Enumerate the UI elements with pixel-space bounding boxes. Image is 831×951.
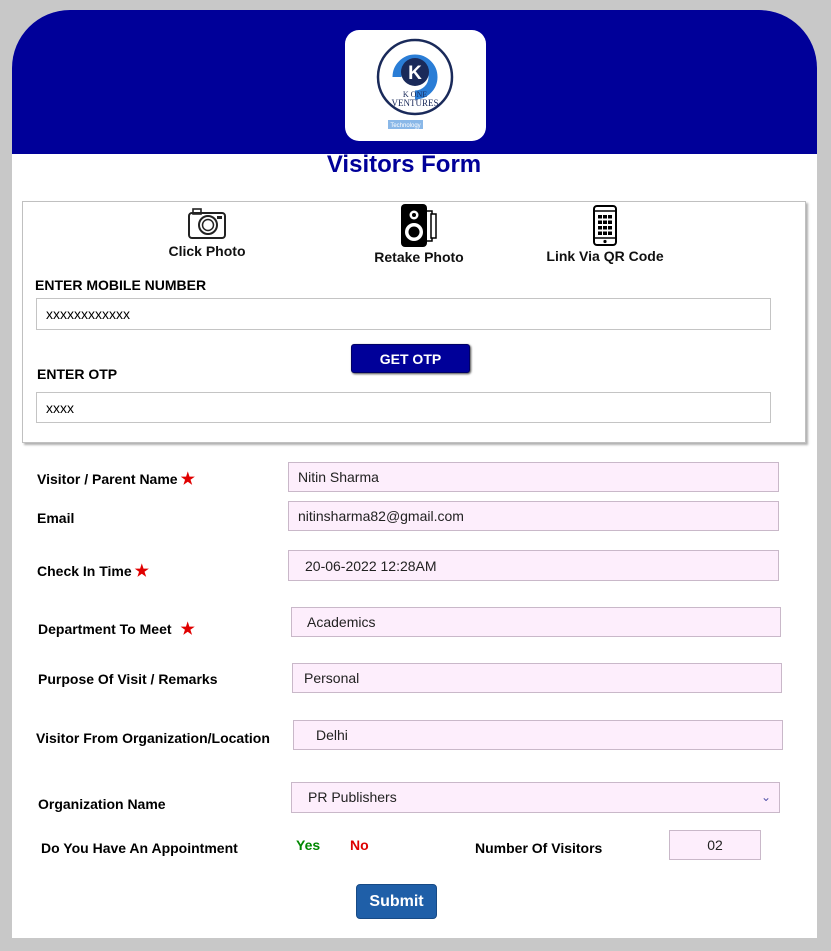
chevron-down-icon: ⌄ <box>760 790 771 804</box>
logo-letter: K <box>408 63 422 84</box>
visitor-name-label <box>37 469 195 489</box>
retake-photo-label: Retake Photo <box>374 249 464 265</box>
required-star-icon: ★ <box>180 621 195 638</box>
visitor-name-label-text: Visitor / Parent Name <box>37 471 178 487</box>
form-title: Visitors Form <box>326 151 482 178</box>
check-in-label-text: Check In Time <box>37 563 132 579</box>
purpose-label: Purpose Of Visit / Remarks <box>38 671 218 687</box>
submit-button[interactable]: Submit <box>356 884 437 919</box>
org-name-select[interactable] <box>291 782 780 813</box>
appointment-label: Do You Have An Appointment <box>41 840 238 856</box>
click-photo-button[interactable] <box>165 207 249 259</box>
department-label-text: Department To Meet <box>38 621 172 637</box>
from-org-label: Visitor From Organization/Location <box>36 730 270 746</box>
department-input[interactable] <box>291 607 781 637</box>
visitor-name-input[interactable] <box>288 462 779 492</box>
visitors-count-label: Number Of Visitors <box>475 840 603 856</box>
org-name-label: Organization Name <box>38 796 166 812</box>
get-otp-button[interactable]: GET OTP <box>351 344 470 373</box>
required-star-icon: ★ <box>134 563 150 580</box>
click-photo-label: Click Photo <box>168 243 246 259</box>
logo-tagline: Technology <box>390 123 421 129</box>
email-label: Email <box>37 510 75 526</box>
purpose-input[interactable] <box>292 663 782 693</box>
company-logo <box>345 30 486 141</box>
visitors-count-input[interactable] <box>669 830 761 860</box>
check-in-input[interactable] <box>288 550 779 581</box>
qr-link-button[interactable] <box>542 205 668 264</box>
otp-input[interactable] <box>36 392 771 423</box>
header-banner <box>12 10 817 154</box>
k-one-ventures-logo <box>345 30 486 141</box>
smartphone-icon <box>592 205 618 246</box>
appointment-no-option[interactable]: No <box>350 837 369 853</box>
retake-photo-button[interactable] <box>371 203 467 265</box>
otp-label: ENTER OTP <box>37 366 118 382</box>
webcam-icon <box>399 203 439 248</box>
mobile-label: ENTER MOBILE NUMBER <box>35 277 207 293</box>
appointment-yes-option[interactable]: Yes <box>296 837 321 853</box>
department-label <box>38 619 195 639</box>
camera-icon <box>187 207 227 240</box>
qr-link-label: Link Via QR Code <box>546 248 664 264</box>
check-in-label <box>37 561 149 581</box>
required-star-icon: ★ <box>180 471 195 488</box>
email-input[interactable] <box>288 501 779 531</box>
logo-name-line2: VENTURES <box>391 98 439 108</box>
logo-name-line1: K ONE <box>402 90 428 99</box>
mobile-input[interactable] <box>36 298 771 330</box>
from-org-input[interactable] <box>293 720 783 750</box>
org-name-selected-value: PR Publishers <box>308 789 397 805</box>
